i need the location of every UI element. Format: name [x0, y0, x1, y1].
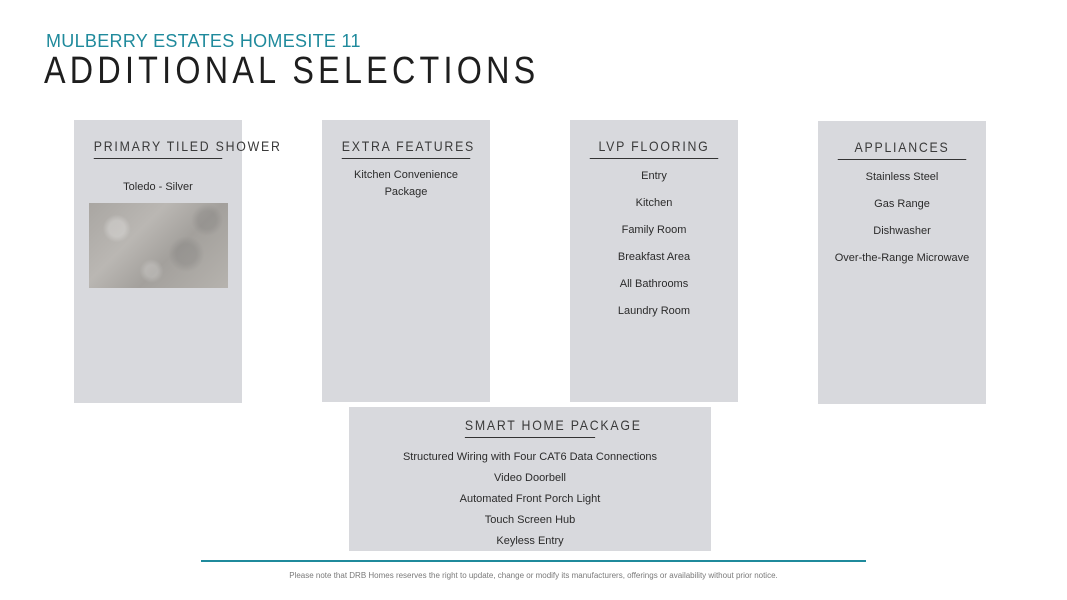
page-subtitle: MULBERRY ESTATES HOMESITE 11: [46, 31, 361, 51]
selection-item: Breakfast Area: [617, 251, 691, 263]
selection-item: Gas Range: [874, 198, 930, 210]
selection-item: Entry: [641, 170, 667, 182]
card-title: APPLIANCES: [838, 139, 966, 160]
footer-divider: [201, 560, 866, 562]
card-appliances: [818, 121, 986, 404]
tile-swatch-image: [89, 203, 228, 288]
selection-item: Family Room: [621, 224, 687, 236]
selection-item: Package: [384, 186, 428, 198]
selection-item: Kitchen: [635, 197, 673, 209]
page-title: ADDITIONAL SELECTIONS: [44, 50, 540, 92]
card-lvp-flooring: [570, 120, 738, 402]
selection-item: Touch Screen Hub: [484, 514, 576, 526]
selection-item: Over-the-Range Microwave: [834, 252, 970, 264]
footer-disclaimer: Please note that DRB Homes reserves the right to update, change or modify its manufacturers, offerings or availability without prior notice.: [289, 571, 778, 580]
card-smart-home-package: [349, 407, 711, 551]
card-title: PRIMARY TILED SHOWER: [94, 138, 222, 159]
selection-item: Toledo - Silver: [123, 181, 193, 193]
selection-item: Video Doorbell: [494, 472, 566, 484]
selection-item: Laundry Room: [617, 305, 691, 317]
card-extra-features: [322, 120, 490, 402]
card-title: EXTRA FEATURES: [342, 138, 470, 159]
card-title: LVP FLOORING: [590, 138, 718, 159]
selection-item: Stainless Steel: [865, 171, 939, 183]
card-title: SMART HOME PACKAGE: [465, 417, 595, 438]
selection-item: Kitchen Convenience: [354, 169, 458, 181]
selection-item: Structured Wiring with Four CAT6 Data Connections: [402, 451, 658, 463]
selection-item: Keyless Entry: [496, 535, 564, 547]
selection-item: All Bathrooms: [619, 278, 689, 290]
selection-item: Automated Front Porch Light: [459, 493, 601, 505]
selection-item: Dishwasher: [873, 225, 931, 237]
card-primary-tiled-shower: [74, 120, 282, 403]
